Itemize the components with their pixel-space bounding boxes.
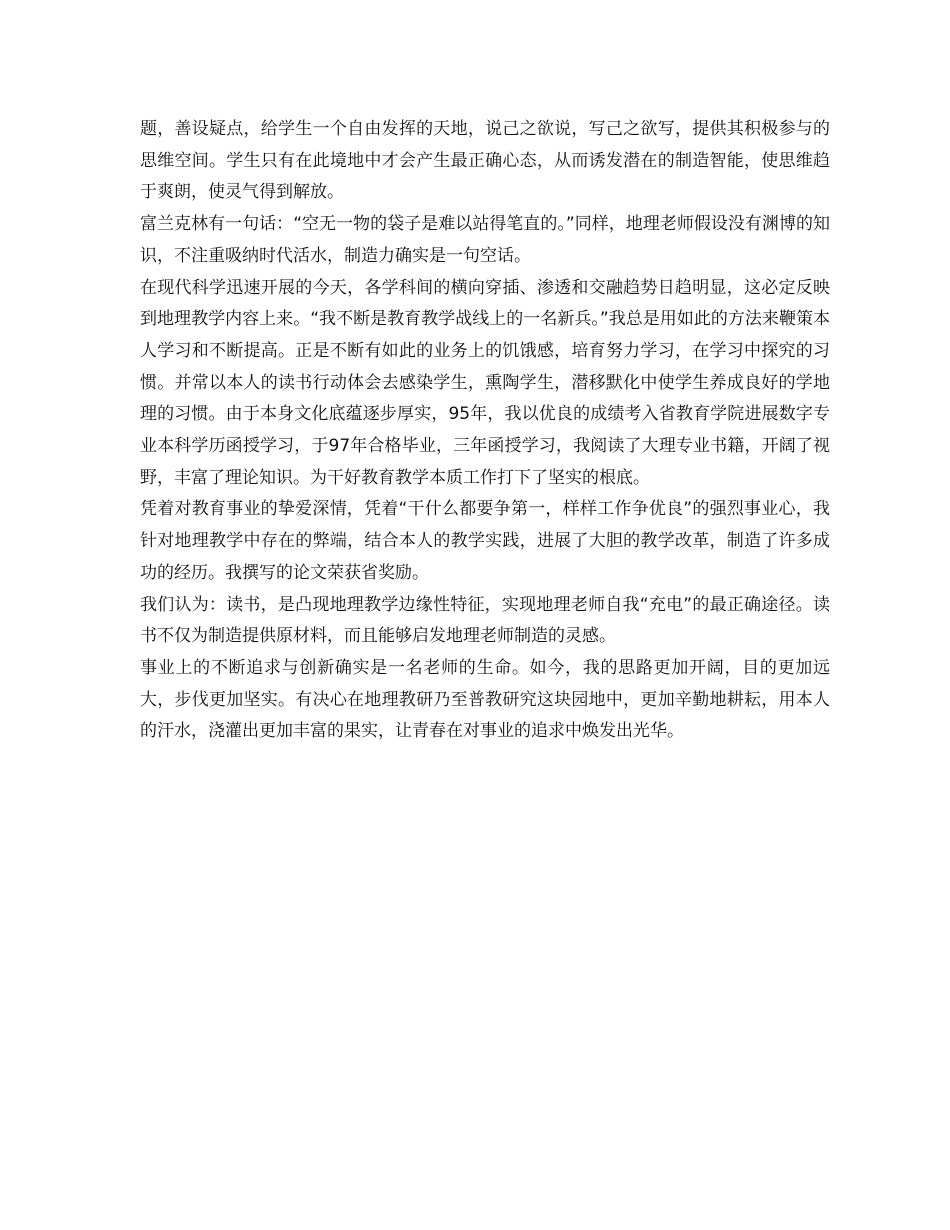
paragraph-3: 在现代科学迅速开展的今天，各学科间的横向穿插、渗透和交融趋势日趋明显，这必定反映到地理教学内容上来。“我不断是教育教学战线上的一名新兵。”我总是用如此的方法来鞭策本人学习和不断提高。正是不断有如此的业务上的饥饿感，培育努力学习，在学习中探究的习惯。并常以本人的读书行动体会去感染学生，熏陶学生，潜移默化中使学生养成良好的学地理的习惯。由于本身文化底蕴逐步厚实，95年，我以优良的成绩考入省教育学院进展数字专业本科学历函授学习，于97年合格毕业，三年函授学习，我阅读了大理专业书籍，开阔了视野，丰富了理论知识。为干好教育教学本质工作打下了坚实的根底。 [140,277,830,488]
paragraph-6: 事业上的不断追求与创新确实是一名老师的生命。如今，我的思路更加开阔，目的更加远大，步伐更加坚实。有决心在地理教研乃至普教研究这块园地中，更加辛勤地耕耘，用本人的汗水，浇灌出更加丰富的果实，让青春在对事业的追求中焕发出光华。 [140,657,830,742]
document-body [140,114,830,748]
paragraph-1: 题，善设疑点，给学生一个自由发挥的天地，说己之欲说，写己之欲写，提供其积极参与的思维空间。学生只有在此境地中才会产生最正确心态，从而诱发潜在的制造智能，使思维趋于爽朗，使灵气得到解放。 [140,119,830,203]
paragraph-5: 我们认为：读书，是凸现地理教学边缘性特征，实现地理老师自我“充电”的最正确途径。读书不仅为制造提供原材料，而且能够启发地理老师制造的灵感。 [140,594,830,647]
paragraph-4: 凭着对教育事业的挚爱深情，凭着“干什么都要争第一，样样工作争优良”的强烈事业心，我针对地理教学中存在的弊端，结合本人的教学实践，进展了大胆的教学改革，制造了许多成功的经历。我撰写的论文荣获省奖励。 [140,499,830,583]
paragraph-2: 富兰克林有一句话：“空无一物的袋子是难以站得笔直的。”同样，地理老师假设没有渊博的知识，不注重吸纳时代活水，制造力确实是一句空话。 [140,214,830,266]
